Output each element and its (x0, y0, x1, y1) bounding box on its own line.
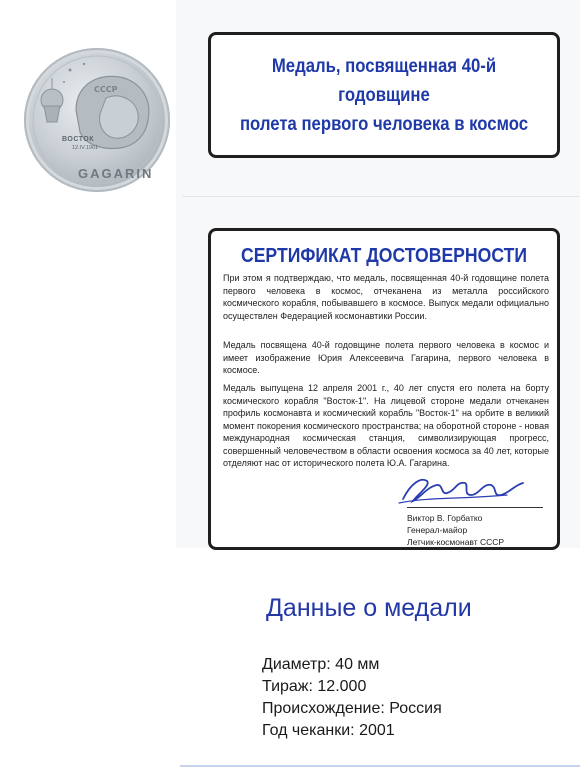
title-text (232, 52, 536, 139)
data-label: Тираж: (262, 678, 313, 695)
medal-vostok-text: ВОСТОК (62, 136, 95, 143)
title-line-1: Медаль, посвященная 40-й годовщине (271, 55, 497, 106)
spacecraft-icon (41, 78, 63, 122)
data-label: Происхождение: (262, 700, 385, 717)
signature-line (407, 507, 543, 508)
data-row-mintage (262, 676, 442, 698)
data-value: 12.000 (317, 678, 367, 695)
medal-image (24, 48, 170, 192)
certificate-paragraph-2: Медаль посвящена 40-й годовщине полета первого человека в космос и имеет изображение Юрия Алексеевича Гагарина, первого человека в космосе. (223, 340, 549, 375)
signer-name: Виктор В. Горбатко (407, 513, 483, 523)
certificate-paragraph-1: При этом я подтверждаю, что медаль, посвященная 40-й годовщине полета первого человека в космос, отчеканена из металла российского космического корабля, побывавшего в космосе. Выпуск медали официально осуществлен Федерацией космонавтики России. (223, 273, 549, 321)
signer-block (407, 512, 504, 548)
medal-data-heading: Данные о медали (266, 594, 472, 622)
data-label: Год чеканки: (262, 722, 355, 739)
data-label: Диаметр: (262, 656, 331, 673)
svg-text:СССР: СССР (94, 85, 118, 94)
medal-data-list (262, 654, 442, 742)
title-box (208, 32, 560, 158)
certificate-box (208, 228, 560, 550)
bottom-divider (180, 765, 580, 767)
signer-rank: Генерал-майор (407, 525, 468, 535)
data-value: 2001 (359, 722, 395, 739)
certificate-heading: СЕРТИФИКАТ ДОСТОВЕРНОСТИ (240, 245, 527, 267)
paper-fold (182, 196, 580, 197)
data-row-year (262, 720, 442, 742)
data-value: Россия (389, 700, 442, 717)
title-line-2: полета первого человека в космос (239, 113, 529, 135)
certificate-paragraph-3: Медаль выпущена 12 апреля 2001 г., 40 лет спустя его полета на борту космического корабля "Восток-1". На лицевой стороне медали отчеканен профиль космонавта и космический корабль "Восток-1" на орбите в великий момент покорения космического пространства; на оборотной стороне - новая международная космическая станция, символизирующая прогресс, совершенный человечеством в области освоения космоса за 40 лет, которые отделяют нас от исторического полета Ю.А. Гагарина. (223, 383, 549, 468)
data-value: 40 мм (335, 656, 380, 673)
data-row-diameter (262, 654, 442, 676)
signature-icon (397, 473, 527, 507)
stars-decoration (63, 63, 85, 83)
medal-date-text: 12.IV.1961 (72, 145, 99, 151)
medal-name-text: GAGARIN (78, 166, 154, 181)
signer-title: Летчик-космонавт СССР (407, 537, 505, 547)
data-row-origin (262, 698, 442, 720)
